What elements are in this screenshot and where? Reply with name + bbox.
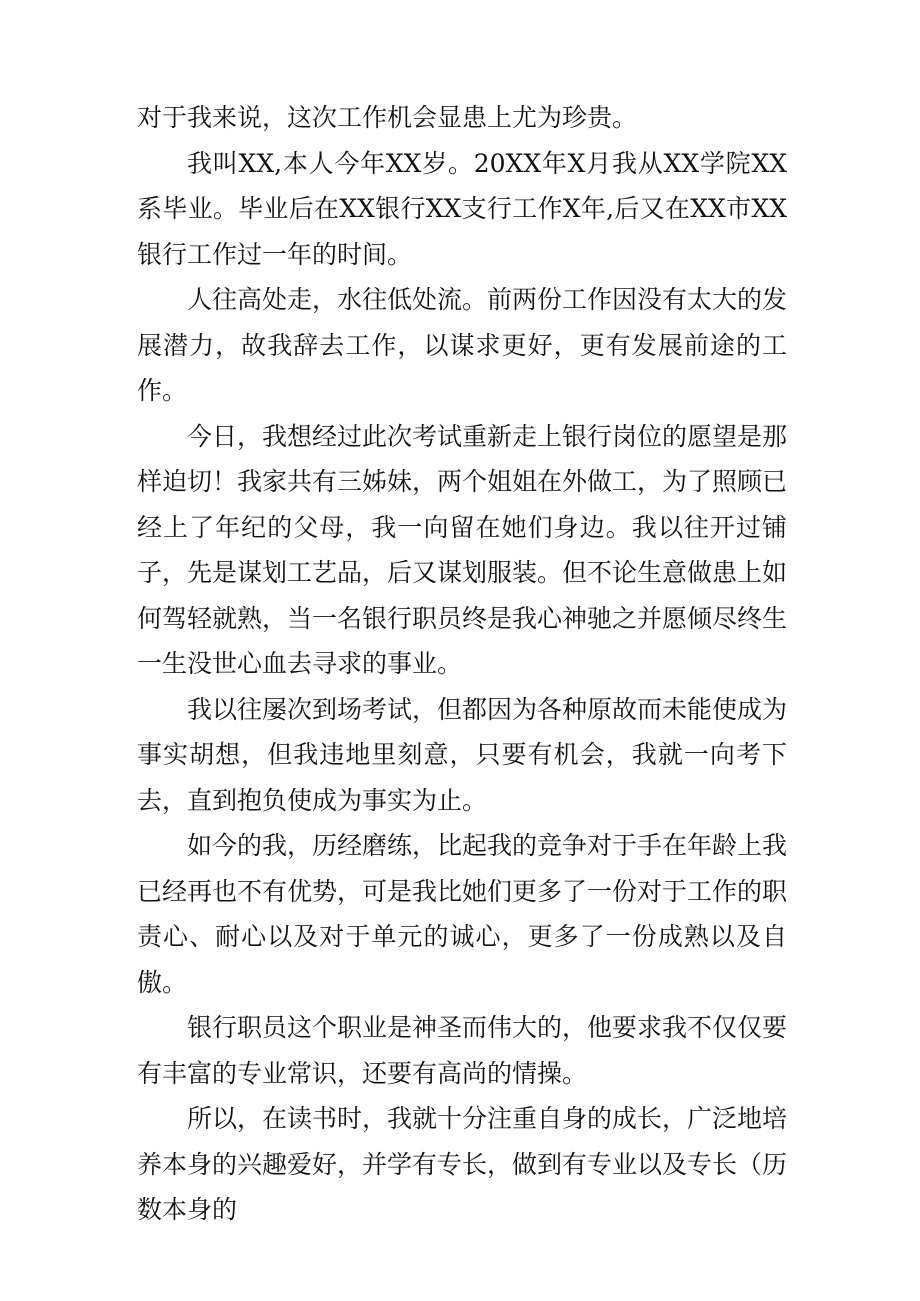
paragraph-5: 我以往屡次到场考试，但都因为各种原故而未能使成为事实胡想，但我违地里刻意，只要有机会，我就一向考下去，直到抱负使成为事实为止。 [137, 694, 788, 815]
paragraph-2: 我叫XX,本人今年XX岁。20XX年X月我从XX学院XX系毕业。毕业后在XX银行XX支行工作X年,后又在XX市XX银行工作过一年的时间。 [137, 148, 787, 269]
paragraph-7: 银行职员这个职业是神圣而伟大的，他要求我不仅仅要有丰富的专业常识，还要有高尚的情操。 [137, 1013, 788, 1088]
paragraph-3: 人往高处走，水往低处流。前两份工作因没有太大的发展潜力，故我辞去工作，以谋求更好，更有发展前途的工作。 [137, 285, 788, 405]
paragraph-8: 所以，在读书时，我就十分注重自身的成长，广泛地培养本身的兴趣爱好，并学有专长，做到有专业以及专长（历数本身的 [137, 1104, 788, 1224]
paragraph-6: 如今的我，历经磨练，比起我的竞争对于手在年龄上我已经再也不有优势，可是我比她们更多了一份对于工作的职责心、耐心以及对于单元的诚心，更多了一份成熟以及自傲。 [137, 831, 788, 997]
document-body [137, 95, 787, 1233]
paragraph-1: 对于我来说，这次工作机会显患上尤为珍贵。 [137, 103, 638, 132]
paragraph-4: 今日，我想经过此次考试重新走上银行岗位的愿望是那样迫切！我家共有三姊妹，两个姐姐在外做工，为了照顾已经上了年纪的父母，我一向留在她们身边。我以往开过铺子，先是谋划工艺品，后又谋划服装。但不论生意做患上如何驾轻就熟，当一名银行职员终是我心神驰之并愿倾尽终生一生没世心血去寻求的事业。 [137, 421, 788, 678]
